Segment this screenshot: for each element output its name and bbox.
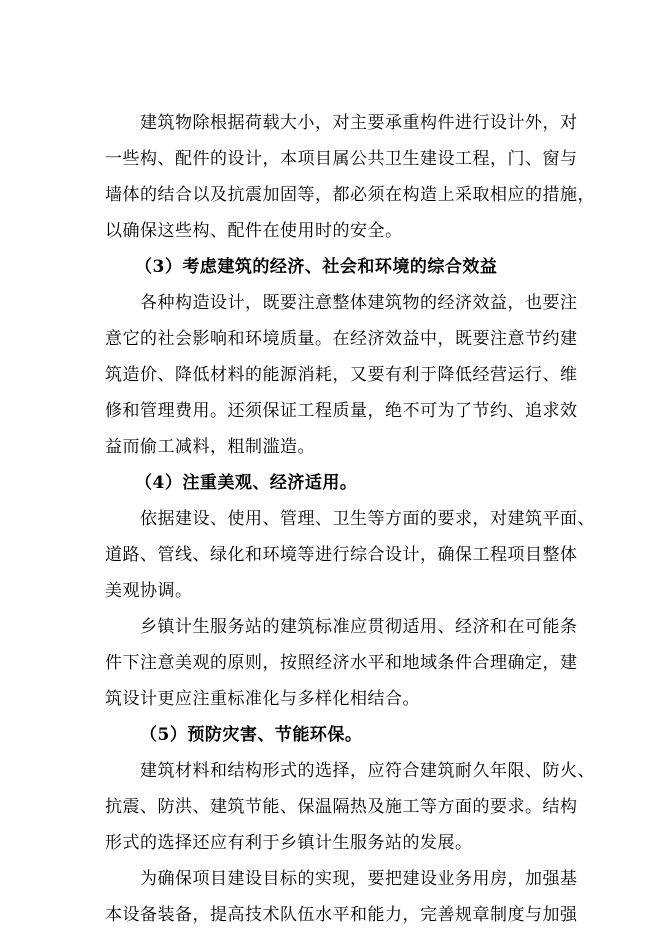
paragraph-line: 为确保项目建设目标的实现，要把建设业务用房，加强基 bbox=[140, 869, 578, 889]
paragraph-line: 件下注意美观的原则，按照经济水平和地域条件合理确定，建 bbox=[105, 653, 578, 673]
section-heading-4: （4）注重美观、经济适用。 bbox=[135, 473, 358, 493]
section-heading-5: （5）预防灾害、节能环保。 bbox=[140, 725, 363, 745]
paragraph-line: 本设备装备，提高技术队伍水平和能力，完善规章制度与加强 bbox=[105, 905, 578, 925]
paragraph-line: 以确保这些构、配件在使用时的安全。 bbox=[105, 221, 403, 241]
paragraph-line: 乡镇计生服务站的建筑标准应贯彻适用、经济和在可能条 bbox=[140, 617, 578, 637]
paragraph-line: 抗震、防洪、建筑节能、保温隔热及施工等方面的要求。结构 bbox=[105, 797, 578, 817]
section-heading-3: （3）考虑建筑的经济、社会和环境的综合效益 bbox=[135, 257, 498, 277]
paragraph-line: 一些构、配件的设计，本项目属公共卫生建设工程，门、窗与 bbox=[105, 149, 578, 169]
paragraph-line: 墙体的结合以及抗震加固等，都必须在构造上采取相应的措施， bbox=[105, 185, 595, 205]
paragraph-line: 依据建设、使用、管理、卫生等方面的要求，对建筑平面、 bbox=[140, 509, 595, 529]
paragraph-line: 各种构造设计，既要注意整体建筑物的经济效益，也要注 bbox=[140, 293, 578, 313]
paragraph-line: 道路、管线、绿化和环境等进行综合设计，确保工程项目整体 bbox=[105, 545, 578, 565]
paragraph-line: 益而偷工减料，粗制滥造。 bbox=[105, 437, 315, 457]
paragraph-line: 筑造价、降低材料的能源消耗，又要有利于降低经营运行、维 bbox=[105, 365, 578, 385]
paragraph-line: 意它的社会影响和环境质量。在经济效益中，既要注意节约建 bbox=[105, 329, 578, 349]
paragraph-line: 建筑材料和结构形式的选择，应符合建筑耐久年限、防火、 bbox=[140, 761, 595, 781]
paragraph-line: 形式的选择还应有利于乡镇计生服务站的发展。 bbox=[105, 833, 473, 853]
paragraph-line: 美观协调。 bbox=[105, 581, 193, 601]
paragraph-line: 建筑物除根据荷载大小，对主要承重构件进行设计外，对 bbox=[140, 113, 578, 133]
paragraph-line: 修和管理费用。还须保证工程质量，绝不可为了节约、追求效 bbox=[105, 401, 578, 421]
paragraph-line: 筑设计更应注重标准化与多样化相结合。 bbox=[105, 689, 420, 709]
